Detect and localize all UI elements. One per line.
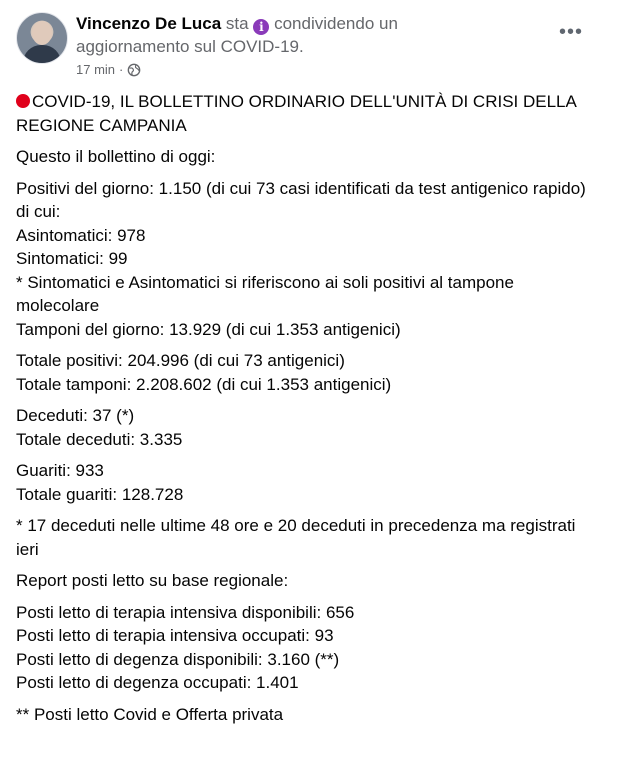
post-body [16, 90, 601, 734]
action-prefix: sta [225, 14, 249, 33]
post-meta [76, 62, 141, 77]
more-icon[interactable]: ••• [558, 21, 583, 43]
meta-separator: · [119, 62, 124, 77]
avatar[interactable] [16, 12, 68, 64]
red-circle-icon [16, 94, 30, 108]
ti-occupati: Posti letto di terapia intensiva occupati: 93 [16, 626, 334, 645]
degenza-disponibili: Posti letto di degenza disponibili: 3.160 (**) [16, 649, 340, 669]
tamponi-giorno: Tamponi del giorno: 13.929 (di cui 1.353 antigenici) [16, 319, 401, 339]
asintomatici: Asintomatici: 978 [16, 225, 146, 245]
post-title: COVID-19, IL BOLLETTINO ORDINARIO DELL'UNITÀ DI CRISI DELLA REGIONE CAMPANIA [16, 92, 576, 135]
deceduti: Deceduti: 37 (*) [16, 406, 135, 425]
action-text: condividendo un aggiornamento sul COVID-19. [76, 14, 398, 56]
post-header [16, 12, 601, 82]
author-name[interactable]: Vincenzo De Luca [76, 14, 222, 33]
nota-deceduti: * 17 deceduti nelle ultime 48 ore e 20 deceduti in precedenza ma registrati ieri [16, 516, 576, 559]
degenza-occupati: Posti letto di degenza occupati: 1.401 [16, 673, 299, 692]
info-icon: i [253, 19, 269, 35]
post-time[interactable]: 17 min [76, 62, 116, 77]
post-title-block [16, 90, 601, 137]
totale-deceduti: Totale deceduti: 3.335 [16, 429, 183, 449]
ti-disponibili: Posti letto di terapia intensiva disponibili: 656 [16, 602, 355, 622]
beds-block [16, 601, 601, 695]
intro-line: Questo il bollettino di oggi: [16, 147, 216, 166]
nota-sintomatici: * Sintomatici e Asintomatici si riferiscono ai soli positivi al tampone molecolare [16, 272, 514, 315]
guariti: Guariti: 933 [16, 461, 104, 480]
totale-tamponi: Totale tamponi: 2.208.602 (di cui 1.353 antigenici) [16, 374, 392, 394]
positivi-giorno: Positivi del giorno: 1.150 (di cui 73 casi identificati da test antigenico rapido) [16, 178, 586, 198]
totals-block [16, 349, 601, 396]
sintomatici: Sintomatici: 99 [16, 249, 128, 268]
avatar-face [32, 21, 52, 45]
nota-posti: ** Posti letto Covid e Offerta privata [16, 704, 284, 724]
totale-guariti: Totale guariti: 128.728 [16, 484, 184, 504]
di-cui: di cui: [16, 202, 61, 221]
deaths-block [16, 404, 601, 451]
post-header-text [76, 12, 486, 58]
recovered-block [16, 459, 601, 506]
avatar-suit [23, 45, 61, 64]
totale-positivi: Totale positivi: 204.996 (di cui 73 antigenici) [16, 351, 345, 370]
globe-icon[interactable] [127, 63, 141, 77]
daily-block [16, 177, 601, 342]
report-title: Report posti letto su base regionale: [16, 571, 289, 590]
